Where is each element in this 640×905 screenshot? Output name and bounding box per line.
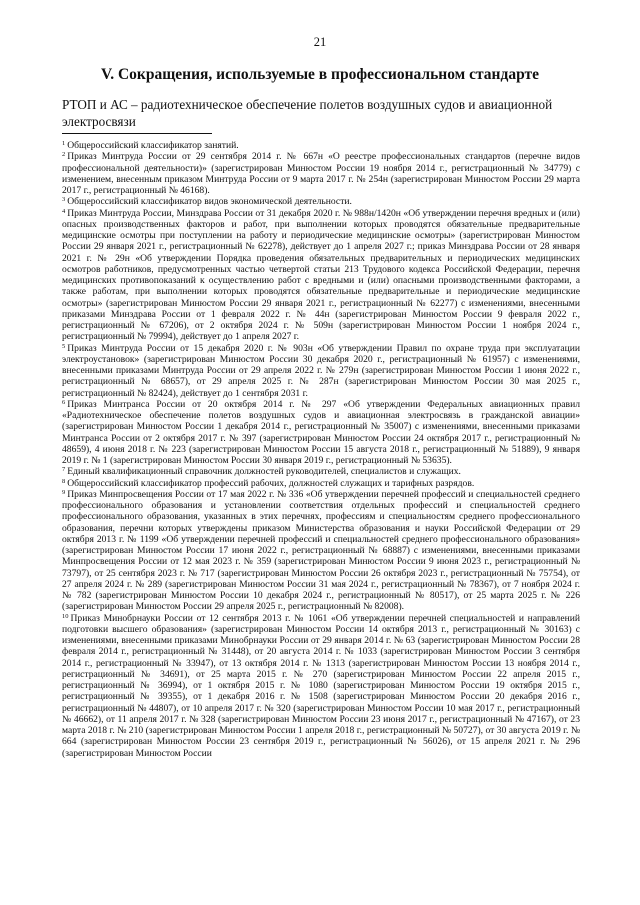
footnote-text: Приказ Минпросвещения России от 17 мая 2022 г. № 336 «Об утверждении перечней профессий и специальностей среднего профессионального образования и установлении соответствия отдельных профессий и специальностей среднего профессионального образования, указанных в этих перечнях, профессиям и специальностям среднего профессионального образования, перечни которых утверждены приказом Министерства образования и науки Российской Федерации от 29 октября 2013 г. № 1199 «Об утверждении перечней профессий и специальностей среднего профессионального образования» (зарегистрирован Минюстом России 17 июня 2022 г., регистрационный № 68887) с изменениями, внесенными приказами Минпросвещения России от 12 мая 2023 г. № 359 (зарегистрирован Минюстом России 9 июня 2023 г., регистрационный № 73797), от 25 сентября 2023 г. № 717 (зарегистрирован Минюстом России 26 октября 2023 г., регистрационный № 75754), от 27 апреля 2024 г. № 289 (зарегистрирован Минюстом России 31 мая 2024 г., регистрационный № 78367), от 7 ноября 2024 г. № 782 (зарегистрирован Минюстом России 10 декабря 2024 г., регистрационный № 80517), от 25 марта 2025 г. № 226 (зарегистрирован Минюстом России 29 апреля 2025 г., регистрационный № 82008). (62, 488, 580, 613)
footnote-text: Общероссийский классификатор видов экономической деятельности. (67, 196, 352, 208)
footnote-number: 10 (62, 612, 69, 620)
footnote (62, 140, 580, 151)
footnote-number: 6 (62, 398, 66, 406)
footnotes (62, 140, 580, 759)
footnote-text: Приказ Минтруда России от 15 декабря 2020 г. № 903н «Об утверждении Правил по охране труда при эксплуатации электроустановок» (зарегистрирован Минюстом России 30 декабря 2020 г., регистрационный № 61957) с изменениями, внесенными приказами Минтруда России от 29 апреля 2022 г. № 279н (зарегистрирован Минюстом России 1 июня 2022 г., регистрационный № 68657), от 29 апреля 2025 г. № 287н (зарегистрирован Минюстом России 30 мая 2025 г., регистрационный № 82424), действует до 1 сентября 2031 г. (62, 342, 580, 399)
footnote (62, 151, 580, 196)
footnote (62, 196, 580, 207)
footnote-number: 1 (62, 140, 66, 147)
footnote-text: Приказ Минобрнауки России от 12 сентября 2013 г. № 1061 «Об утверждении перечней специальностей и направлений подготовки высшего образования» (зарегистрирован Минюстом России 14 октября 2013 г., регистрационный № 30163) с изменениями, внесенными приказами Минобрнауки России от 29 января 2014 г. № 63 (зарегистрирован Минюстом России 28 февраля 2014 г., регистрационный № 31448), от 20 августа 2014 г. № 1033 (зарегистрирован Минюстом России 3 сентября 2014 г., регистрационный № 33947), от 13 октября 2014 г. № 1313 (зарегистрирован Минюстом России 13 ноября 2014 г., регистрационный № 34691), от 25 марта 2015 г. № 270 (зарегистрирован Минюстом России 22 апреля 2015 г., регистрационный № 36994), от 1 октября 2015 г. № 1080 (зарегистрирован Минюстом России 19 октября 2015 г., регистрационный № 39355), от 1 декабря 2016 г. № 1508 (зарегистрирован Минюстом России 20 декабря 2016 г., регистрационный № 44807), от 10 апреля 2017 г. № 320 (зарегистрирован Минюстом России 10 мая 2017 г., регистрационный № 46662), от 11 апреля 2017 г. № 328 (зарегистрирован Минюстом России 23 июня 2017 г., регистрационный № 47167), от 23 марта 2018 г. № 210 (зарегистрирован Минюстом России 1 апреля 2018 г., регистрационный № 50727), от 30 августа 2019 г. № 664 (зарегистрирован Минюстом России 23 сентября 2019 г., регистрационный № 56026), от 15 апреля 2021 г. № 296 (зарегистрирован Минюстом России (62, 612, 580, 759)
abbreviation-entry: РТОП и АС – радиотехническое обеспечение полетов воздушных судов и авиационной электросвязи (62, 97, 553, 129)
footnote-text: Приказ Минтруда России, Минздрава России от 31 декабря 2020 г. № 988н/1420н «Об утверждении перечня вредных и (или) опасных производственных факторов и работ, при выполнении которых проводятся обязательные предварительные медицинские осмотры при поступлении на работу и периодические медицинские осмотры» (зарегистрирован Минюстом России 29 января 2021 г., регистрационный № 62278), действует до 1 апреля 2027 г.; приказ Минздрава России от 28 января 2021 г. № 29н «Об утверждении Порядка проведения обязательных предварительных и периодических медицинских осмотров работников, предусмотренных частью четвертой статьи 213 Трудового кодекса Российской Федерации, перечня медицинских противопоказаний к осуществлению работ с вредными и (или) опасными производственными факторами, а также работам, при выполнении которых проводятся обязательные предварительные и периодические медицинские осмотры» (зарегистрирован Минюстом России 29 января 2021 г., регистрационный № 62277) с изменениями, внесенными приказами Минздрава России от 1 февраля 2022 г. № 44н (зарегистрирован Минюстом России 9 февраля 2022 г., регистрационный № 67206), от 2 октября 2024 г. № 509н (зарегистрирован Минюстом России 1 ноября 2024 г., регистрационный № 79994), действует до 1 апреля 2027 г. (62, 207, 580, 343)
section-title: V. Сокращения, используемые в профессиональном стандарте (101, 66, 539, 83)
footnote (62, 466, 580, 477)
footnote-text: Приказ Минтруда России от 29 сентября 2014 г. № 667н «О реестре профессиональных стандартов (перечне видов профессиональной деятельности)» (зарегистрирован Минюстом России 19 ноября 2014 г., регистрационный № 34779) с изменением, внесенным приказом Минтруда России от 9 марта 2017 г. № 254н (зарегистрирован Минюстом России 29 марта 2017 г., регистрационный № 46168). (62, 151, 580, 196)
footnote (62, 399, 580, 467)
footnote-text: Единый квалификационный справочник должностей руководителей, специалистов и служащих. (67, 466, 461, 478)
footnote-number: 2 (62, 151, 66, 159)
footnote (62, 208, 580, 343)
footnote-text: Общероссийский классификатор профессий рабочих, должностей служащих и тарифных разрядов. (67, 477, 475, 489)
footnote-number: 4 (62, 207, 66, 215)
footnote-divider (62, 133, 212, 134)
footnote (62, 343, 580, 399)
footnote-number: 8 (62, 477, 66, 485)
footnote (62, 613, 580, 759)
footnote-number: 5 (62, 342, 66, 350)
footnote-text: Приказ Минтранса России от 20 октября 2014 г. № 297 «Об утверждении Федеральных авиационных правил «Радиотехническое обеспечение полетов воздушных судов и авиационная электросвязь в гражданской авиации» (зарегистрирован Минюстом России 1 декабря 2014 г., регистрационный № 35007) с изменениями, внесенными приказами Минтранса России от 2 октября 2017 г. № 397 (зарегистрирован Минюстом России 24 октября 2017 г., регистрационный № 48659), 4 июня 2018 г. № 223 (зарегистрирован Минюстом России 15 августа 2018 г., регистрационный № 51889), 9 января 2019 г. № 1 (зарегистрирован Минюстом России 30 января 2019 г., регистрационный № 53635). (62, 398, 580, 466)
footnote-number: 3 (62, 196, 66, 204)
footnote (62, 478, 580, 489)
page-number: 21 (313, 35, 327, 49)
footnote-number: 7 (62, 466, 66, 474)
footnote (62, 489, 580, 613)
footnote-text: Общероссийский классификатор занятий. (67, 140, 239, 151)
footnote-number: 9 (62, 488, 66, 496)
